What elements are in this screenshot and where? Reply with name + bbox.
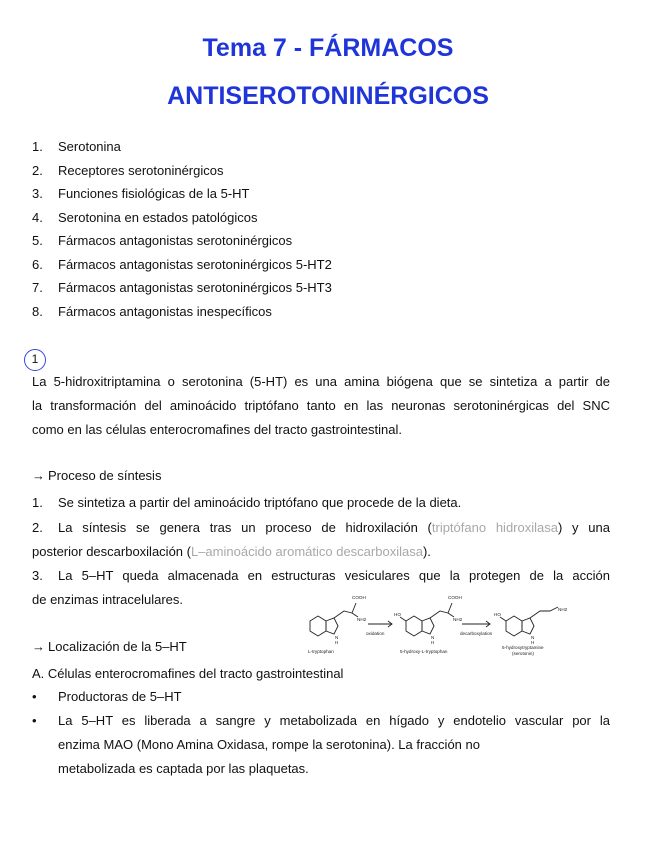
chem-label-h: H [335, 640, 339, 645]
synthesis-step-2-line-1 [32, 520, 610, 535]
location-bullet-2-line-3: metabolizada es captada por las plaquetas. [58, 761, 309, 776]
toc-item-label: Fármacos antagonistas serotoninérgicos 5-HT3 [58, 280, 332, 295]
bullet-text: Productoras de 5–HT [58, 689, 182, 704]
chem-label-nh2: NH2 [558, 607, 568, 612]
toc-item [32, 184, 332, 208]
chem-label-ho: HO [494, 612, 501, 617]
toc-item-label: Serotonina [58, 139, 121, 154]
molecule-name: L-tryptophan [308, 649, 334, 654]
step-text: La 5–HT queda almacenada en estructuras vesiculares que la protegen de la acción [58, 568, 610, 583]
reaction-step-oxidation: oxidation [366, 631, 385, 636]
toc-item-label: Receptores serotoninérgicos [58, 162, 224, 178]
location-bullet-2-line-2: enzima MAO (Mono Amina Oxidasa, rompe la serotonina). La fracción no [58, 737, 480, 752]
toc-item-number: 1. [32, 139, 43, 154]
step-text: posterior descarboxilación ( [32, 544, 191, 559]
toc-item-number: 8. [32, 303, 43, 319]
toc-item-label: Serotonina en estados patológicos [58, 209, 258, 225]
chem-label-n: N [335, 635, 339, 640]
location-a-label: A. Células enterocromafines del tracto gastrointestinal [32, 666, 344, 681]
molecule-name: 5-hydroxy-L-tryptophan [400, 649, 448, 654]
step-text: Se sintetiza a partir del aminoácido triptófano que procede de la dieta. [58, 495, 462, 510]
synthesis-heading-label: Proceso de síntesis [48, 468, 162, 483]
chem-label-ho: HO [394, 612, 401, 617]
toc-item-number: 2. [32, 162, 43, 178]
bullet-text: La 5–HT es liberada a sangre y metabolizada en hígado y endotelio vascular por la [58, 713, 610, 728]
toc-item [32, 137, 332, 161]
chem-label-cooh: COOH [352, 595, 366, 600]
table-of-contents [32, 137, 332, 325]
reaction-step-decarboxylation: decarboxylation [460, 631, 493, 636]
page-title-line-2: ANTISEROTONINÉRGICOS [167, 82, 489, 110]
molecule-name: 5-hydroxytryptamine [502, 645, 544, 650]
chem-label-n: N [431, 635, 435, 640]
chem-label-nh2: NH2 [357, 617, 367, 622]
location-heading [32, 639, 187, 654]
step-number: 3. [32, 568, 43, 583]
toc-item-label: Fármacos antagonistas serotoninérgicos [58, 233, 293, 248]
intro-line-3: como en las células enterocromafines del tracto gastrointestinal. [32, 422, 402, 437]
step-text: ). [422, 544, 431, 559]
toc-item-number: 7. [32, 280, 43, 295]
toc-item [32, 208, 332, 232]
bullet-icon: • [32, 713, 37, 728]
chem-label-h: H [431, 640, 435, 645]
step-text: La síntesis se genera tras un proceso de hidroxilación ( [58, 520, 432, 535]
arrow-right-icon: → [32, 639, 45, 654]
synthesis-step-3-line-2: de enzimas intracelulares. [32, 592, 184, 607]
location-bullet-1 [32, 689, 182, 704]
intro-line-1: La 5-hidroxitriptamina o serotonina (5-HT) es una amina biógena que se sintetiza a partir de [32, 374, 610, 389]
synthesis-heading [32, 468, 161, 483]
serotonin-synthesis-diagram [300, 591, 596, 661]
location-bullet-2-line-1 [32, 713, 610, 728]
synthesis-step-1 [32, 495, 461, 510]
synthesis-step-2-line-2 [32, 544, 431, 559]
toc-item [32, 302, 332, 326]
chem-label-n: N [531, 635, 535, 640]
chem-label-nh2: NH2 [453, 617, 463, 622]
molecule-name: (serotonin) [512, 651, 534, 656]
bullet-icon: • [32, 689, 37, 704]
step-number: 2. [32, 520, 43, 535]
intro-line-2: la transformación del aminoácido triptófano tanto en las neuronas serotoninérgicas del SNC [32, 398, 610, 413]
toc-item-label: Fármacos antagonistas serotoninérgicos 5-HT2 [58, 256, 332, 272]
location-heading-label: Localización de la 5–HT [48, 639, 187, 654]
toc-item [32, 278, 332, 302]
toc-item [32, 255, 332, 279]
toc-item-number: 4. [32, 209, 43, 225]
toc-item-number: 3. [32, 186, 43, 201]
section-marker-circle: 1 [24, 349, 46, 371]
chem-label-cooh: COOH [448, 595, 462, 600]
enzyme-name: triptófano hidroxilasa [431, 520, 558, 535]
arrow-right-icon: → [32, 468, 45, 483]
toc-item-label: Fármacos antagonistas inespecíficos [58, 303, 272, 319]
toc-item [32, 231, 332, 255]
page-title-line-1: Tema 7 - FÁRMACOS [202, 34, 454, 62]
toc-item [32, 161, 332, 185]
enzyme-name: L–aminoácido aromático descarboxilasa [190, 544, 423, 559]
step-number: 1. [32, 495, 43, 510]
step-text: ) y una [557, 520, 610, 535]
toc-item-number: 6. [32, 256, 43, 272]
toc-item-number: 5. [32, 233, 43, 248]
synthesis-step-3-line-1 [32, 568, 610, 583]
chem-label-h: H [531, 640, 535, 645]
toc-item-label: Funciones fisiológicas de la 5-HT [58, 186, 250, 201]
